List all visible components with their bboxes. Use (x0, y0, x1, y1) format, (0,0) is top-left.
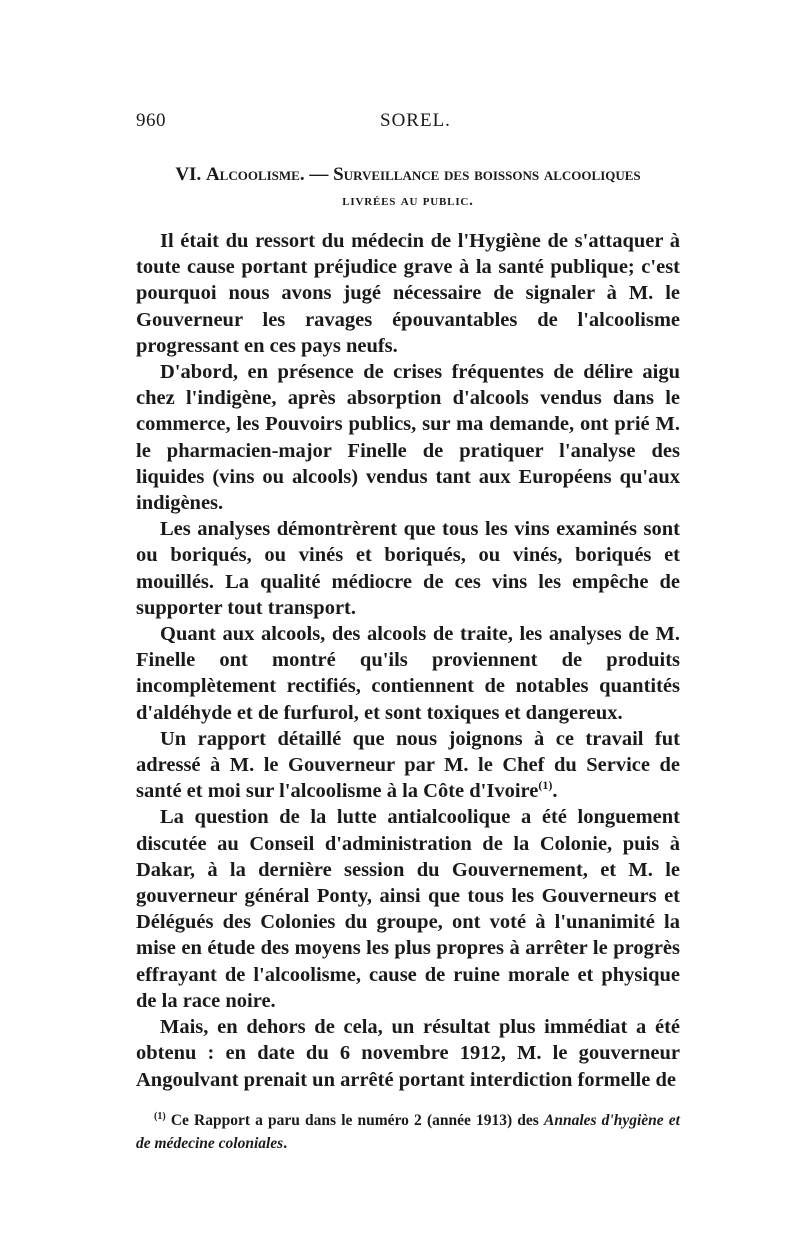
page (136, 110, 680, 1155)
paragraph-with-note (136, 726, 680, 805)
paragraph: La question de la lutte antialcoolique a été longuement discutée au Conseil d'administration de la Colonie, puis à Dakar, à la dernière session du Gouvernement, et M. le gouverneur général Ponty, ainsi que tous les Gouverneurs et Délégués des Colonies du groupe, ont voté à l'unanimité la mise en étude des moyens les plus propres à arrêter le progrès effrayant de l'alcoolisme, cause de ruine morale et physique de la race noire. (136, 806, 680, 1012)
footnote-text: Ce Rapport a paru dans le numéro 2 (année 1913) des (170, 1111, 539, 1129)
section-number: VI. (175, 164, 202, 185)
paragraph: Quant aux alcools, des alcools de traite, les analyses de M. Finelle ont montré qu'ils proviennent de produits incomplètement rectifiés, contiennent de notables quantités d'aldéhyde et de furfurol, et sont toxiques et dangereux. (136, 623, 680, 724)
footnote-end: . (283, 1134, 288, 1152)
paragraph: D'abord, en présence de crises fréquentes de délire aigu chez l'indigène, après absorption d'alcools vendus dans le commerce, les Pouvoirs publics, sur ma demande, ont prié M. le pharmacien-major Finelle de pratiquer l'analyse des liquides (vins ou alcools) vendus tant aux Européens qu'aux indigènes. (136, 361, 680, 515)
section-title-dash: — (309, 164, 329, 185)
footnote (136, 1109, 680, 1155)
footnote-mark: (1) (154, 1110, 166, 1122)
section-title-part1: Alcoolisme. (205, 164, 305, 185)
running-head (136, 110, 680, 140)
paragraph: Mais, en dehors de cela, un résultat plus immédiat a été obtenu : en date du 6 novembre 1912, M. le gouverneur Angoulvant prenait un arrêté portant interdiction formelle de (136, 1016, 680, 1091)
section-title-part2: Surveillance des boissons alcooliques (333, 164, 641, 185)
paragraph: Les analyses démontrèrent que tous les vins examinés sont ou boriqués, ou vinés et boriqués, ou vinés, boriqués et mouillés. La qualité médiocre de ces vins les empêche de supporter tout transport. (136, 518, 680, 619)
section-heading (136, 162, 680, 214)
paragraph-text: Un rapport détaillé que nous joignons à ce travail fut adressé à M. le Gouverneur par M. le Chef du Service de santé et moi sur l'alcoolisme à la Côte d'Ivoire (136, 727, 680, 803)
section-title-line2: livrées au public. (342, 193, 474, 209)
page-number: 960 (136, 110, 166, 131)
footnote-reference[interactable]: (1) (538, 778, 553, 793)
running-title: SOREL. (380, 110, 451, 131)
footnote-journal: Annales d'hygiène et de médecine coloniales (136, 1111, 680, 1152)
paragraph-end: . (552, 780, 558, 803)
paragraph: Il était du ressort du médecin de l'Hygiène de s'attaquer à toute cause portant préjudice grave à la santé publique; c'est pourquoi nous avons jugé nécessaire de signaler à M. le Gouverneur les ravages épouvantables de l'alcoolisme progressant en ces pays neufs. (136, 230, 680, 357)
body-text (136, 228, 680, 1093)
